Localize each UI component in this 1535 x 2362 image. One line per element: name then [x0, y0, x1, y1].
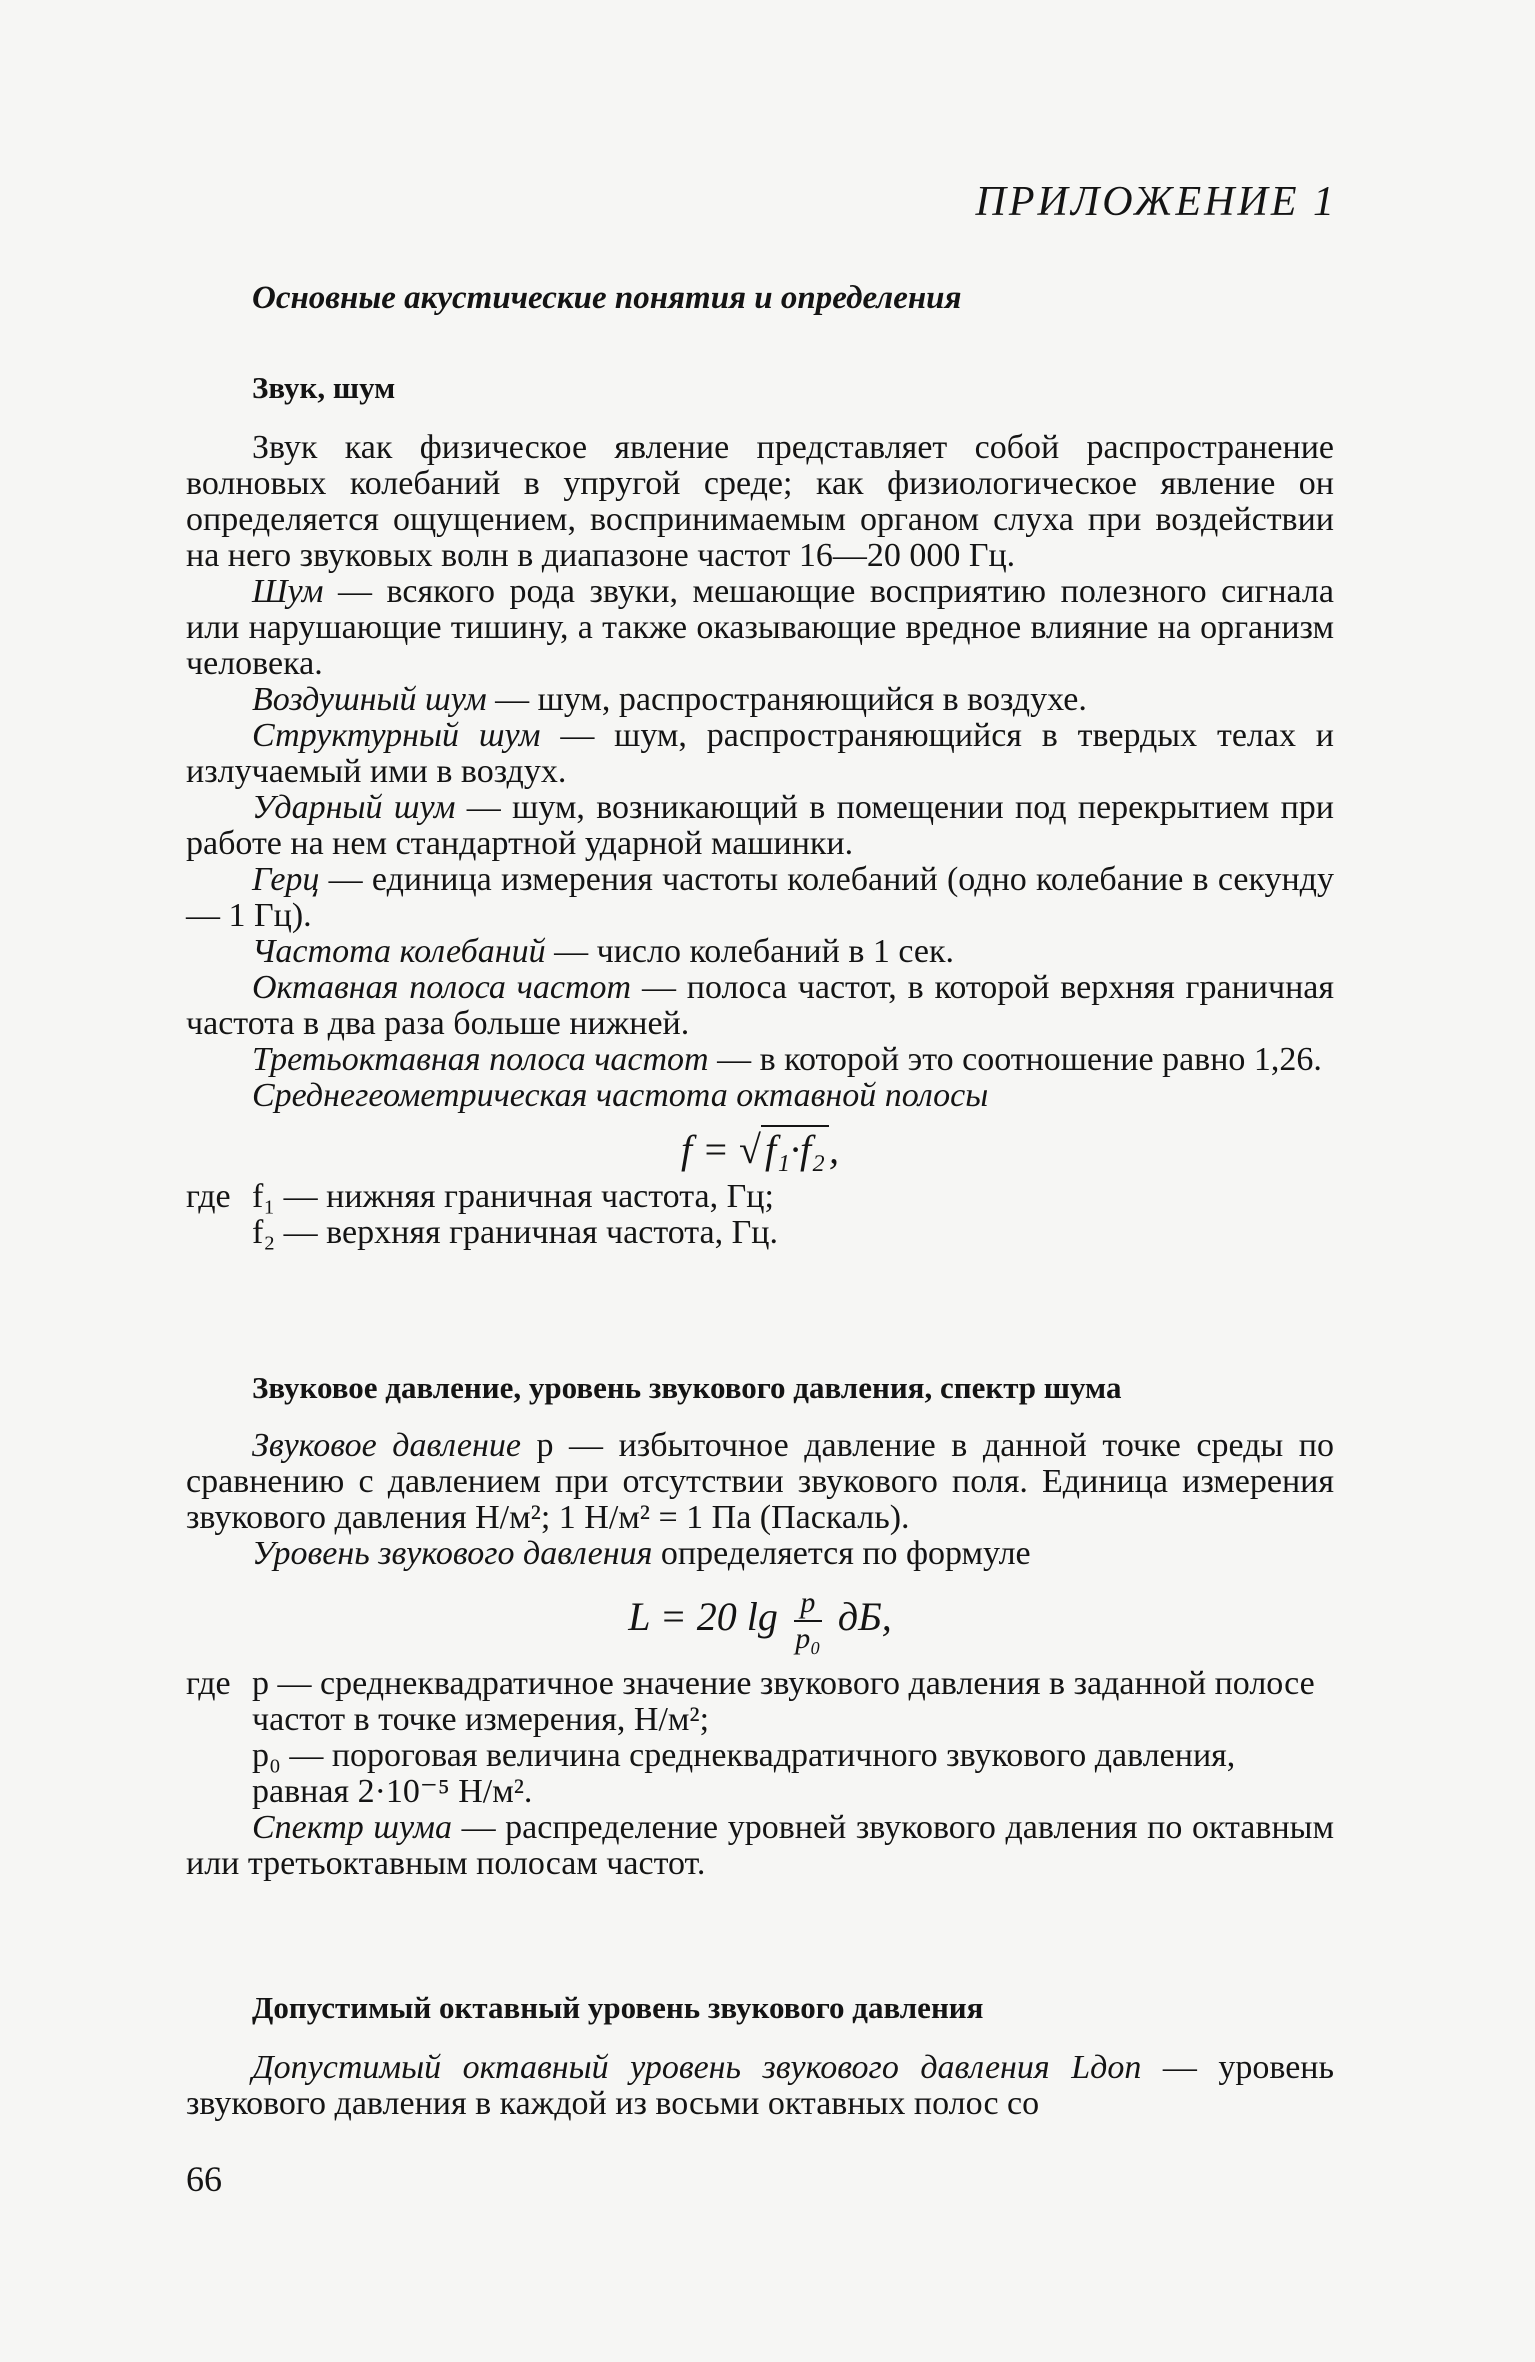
- paragraph: [186, 862, 1334, 934]
- formula-mean-frequency: [186, 1126, 1334, 1173]
- paragraph: [186, 682, 1334, 718]
- term: Октавная полоса частот: [252, 969, 632, 1006]
- formula-spl: [186, 1586, 1334, 1656]
- where-word: где: [186, 1665, 231, 1702]
- section-sound-body: [186, 430, 1334, 1251]
- fraction: [794, 1586, 822, 1656]
- definition: — шум, распространяющийся в воздухе.: [486, 681, 1087, 718]
- formula-left: L = 20 lg: [628, 1594, 778, 1640]
- term: Герц: [252, 861, 320, 898]
- main-title: Основные акустические понятия и определения: [252, 280, 962, 316]
- paragraph: [186, 574, 1334, 682]
- fraction-denominator: p₀: [795, 1622, 821, 1655]
- where-item: f₁ — нижняя граничная частота, Гц;: [252, 1178, 774, 1215]
- formula-comma: ,: [829, 1127, 840, 1172]
- appendix-heading: ПРИЛОЖЕНИЕ 1: [975, 179, 1337, 225]
- term: Ударный шум: [252, 789, 456, 826]
- paragraph: [186, 934, 1334, 970]
- paragraph: Звук как физическое явление представляет собой распространение волновых колебаний в упругой среде; как физиологическое явление он определяется ощущением, воспринимаемым органом слуха при воздействии на него звуковых волн в диапазоне частот 16—20 000 Гц.: [186, 429, 1334, 574]
- where-item: p — среднеквадратичное значение звукового давления в заданной полосе частот в точке измерения, Н/м²;: [252, 1665, 1315, 1738]
- where-word: где: [186, 1178, 231, 1215]
- term: Уровень звукового давления: [252, 1535, 653, 1572]
- paragraph: [186, 1078, 1334, 1114]
- paragraph: [186, 718, 1334, 790]
- formula-lhs: f =: [680, 1127, 740, 1172]
- definition: — шум, возникающий в помещении под перекрытием при работе на нем стандартной ударной машинки.: [186, 789, 1334, 862]
- fraction-numerator: p: [800, 1586, 816, 1619]
- where-item: f₂ — верхняя граничная частота, Гц.: [252, 1214, 779, 1251]
- definition: — шум, распространяющийся в твердых телах и излучаемый ими в воздух.: [186, 717, 1334, 790]
- paragraph: [186, 970, 1334, 1042]
- definition: — распределение уровней звукового давления по октавным или третьоктавным полосам частот.: [186, 1809, 1334, 1882]
- term: Спектр шума: [252, 1809, 452, 1846]
- term: Звуковое давление: [252, 1427, 521, 1464]
- definition: — число колебаний в 1 сек.: [545, 933, 954, 970]
- where-item: p₀ — пороговая величина среднеквадратичного звукового давления, равная 2·10⁻⁵ Н/м².: [252, 1737, 1236, 1810]
- symbol: Lдоп: [1049, 2049, 1142, 2086]
- paragraph: [186, 2050, 1334, 2122]
- term: Частота колебаний: [252, 933, 546, 970]
- term: Воздушный шум: [252, 681, 487, 718]
- paragraph: [186, 1536, 1334, 1572]
- definition: p — избыточное давление в данной точке среды по сравнению с давлением при отсутствии звукового поля. Единица измерения звукового давления Н/м²; 1 Н/м² = 1 Па (Паскаль).: [186, 1427, 1334, 1536]
- sqrt-sign: √: [739, 1127, 761, 1172]
- section-title-sound: Звук, шум: [252, 370, 396, 405]
- formula-right: дБ,: [837, 1594, 892, 1640]
- paragraph: [186, 1810, 1334, 1882]
- section-pressure-body: [186, 1428, 1334, 1882]
- where-block: [186, 1179, 1334, 1251]
- term: Допустимый октавный уровень звукового давления: [252, 2049, 1050, 2086]
- term: Среднегеометрическая частота октавной полосы: [252, 1077, 989, 1114]
- section-title-permissible: Допустимый октавный уровень звукового давления: [252, 1990, 984, 2025]
- paragraph: [186, 790, 1334, 862]
- term: Шум: [252, 573, 324, 610]
- term: Структурный шум: [252, 717, 541, 754]
- definition: — единица измерения частоты колебаний (одно колебание в секунду — 1 Гц).: [186, 861, 1334, 934]
- section-title-pressure: Звуковое давление, уровень звукового давления, спектр шума: [252, 1370, 1122, 1405]
- definition: — уровень звукового давления в каждой из восьми октавных полос со: [186, 2049, 1334, 2122]
- section-permissible-body: [186, 2050, 1334, 2122]
- definition: — всякого рода звуки, мешающие восприятию полезного сигнала или нарушающие тишину, а также оказывающие вредное влияние на организм человека.: [186, 573, 1334, 682]
- formula-radicand: f₁·f₂: [761, 1125, 829, 1172]
- where-block: [186, 1666, 1334, 1810]
- definition: определяется по формуле: [652, 1535, 1031, 1572]
- definition: — полоса частот, в которой верхняя граничная частота в два раза больше нижней.: [186, 969, 1335, 1042]
- paragraph: [186, 1042, 1334, 1078]
- definition: — в которой это соотношение равно 1,26.: [708, 1041, 1322, 1078]
- paragraph: [186, 1428, 1334, 1536]
- term: Третьоктавная полоса частот: [252, 1041, 709, 1078]
- page-number: 66: [186, 2159, 222, 2199]
